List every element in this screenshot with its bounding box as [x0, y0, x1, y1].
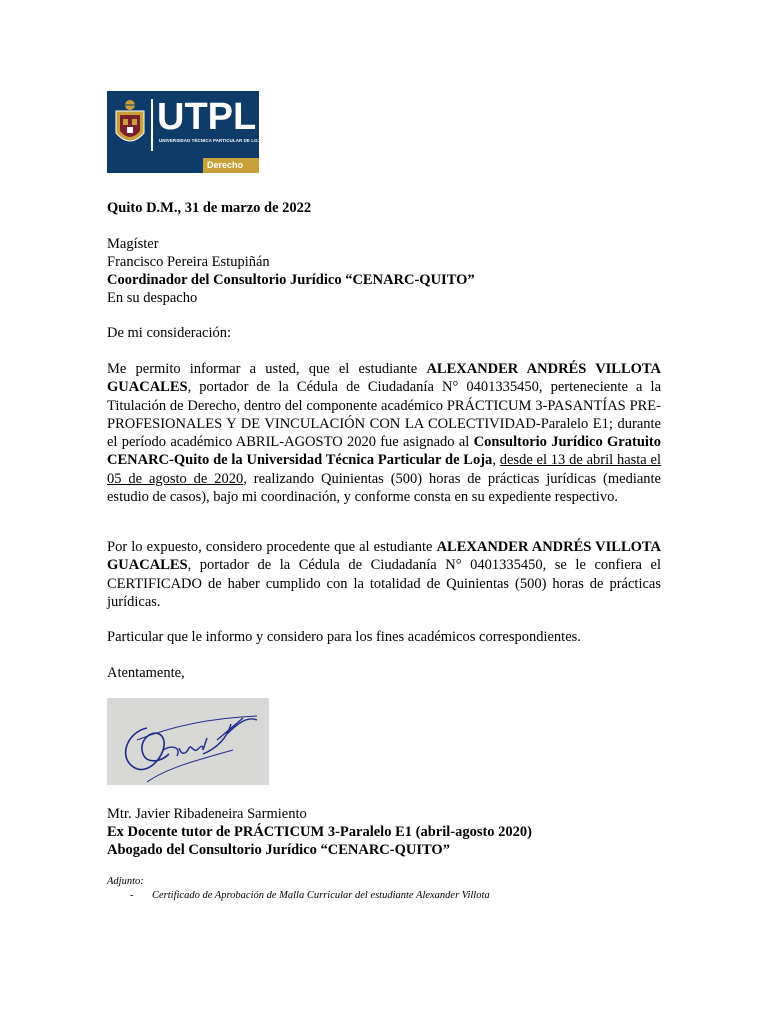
signer-role-2: Abogado del Consultorio Jurídico “CENARC-QUITO”: [107, 842, 450, 858]
recipient-title: Magíster: [107, 236, 159, 252]
body1-text-4: , realizando Quinientas (500) horas de prácticas jurídicas (mediante estudio de casos), bajo mi coordinación, y conforme consta en su expediente respectivo.: [107, 470, 661, 506]
body-paragraph-2: [107, 538, 661, 611]
recipient-position: Coordinador del Consultorio Jurídico “CENARC-QUITO”: [107, 272, 475, 288]
date-line: Quito D.M., 31 de marzo de 2022: [107, 200, 312, 216]
handwritten-signature: [107, 698, 269, 785]
attachment-item: Certificado de Aprobación de Malla Curricular del estudiante Alexander Villota: [152, 890, 490, 901]
body1-text-3: ,: [492, 452, 500, 469]
logo-university-name: UNIVERSIDAD TÉCNICA PARTICULAR DE LOJA: [159, 138, 264, 143]
body1-text-2: , portador de la Cédula de Ciudadanía N° 0401335450, perteneciente a la Titulación de Derecho, dentro del componente académico PRÁCTICUM 3-PASANTÍAS PRE-PROFESIONALES Y DE VINCULACIÓN CON LA COLECTIVIDAD-Paralelo E1; durante el período académico ABRIL-AGOSTO 2020 fue asignado al: [107, 379, 661, 451]
signer-role-1: Ex Docente tutor de PRÁCTICUM 3-Paralelo E1 (abril-agosto 2020): [107, 824, 533, 840]
student-name-2: ALEXANDER ANDRÉS VILLOTA GUACALES: [107, 539, 661, 574]
signature-icon: [107, 698, 269, 785]
utpl-logo: [107, 91, 264, 173]
body-paragraph-3: Particular que le informo y considero para los fines académicos correspondientes.: [107, 629, 581, 645]
logo-department: Derecho: [207, 160, 244, 170]
recipient-name: Francisco Pereira Estupiñán: [107, 254, 270, 270]
greeting: De mi consideración:: [107, 325, 232, 341]
signer-name: Mtr. Javier Ribadeneira Sarmiento: [107, 806, 307, 822]
logo-divider: [151, 99, 153, 151]
attachment-label: Adjunto:: [107, 876, 144, 887]
student-name: ALEXANDER ANDRÉS VILLOTA GUACALES: [107, 361, 661, 396]
recipient-location: En su despacho: [107, 290, 198, 306]
body1-text-1: Me permito informar a usted, que el estudiante: [107, 361, 427, 377]
attachment-bullet: -: [130, 890, 134, 901]
practice-dates: desde el 13 de abril hasta el 05 de agosto de 2020: [107, 452, 662, 487]
body2-text-2: , portador de la Cédula de Ciudadanía N° 0401335450, se le confiera el CERTIFICADO de haber cumplido con la totalidad de Quinientas (500) horas de prácticas jurídicas.: [107, 557, 661, 610]
logo-brand: UTPL: [157, 96, 257, 138]
body-paragraph-1: [107, 360, 661, 506]
body2-text-1: Por lo expuesto, considero procedente que al estudiante: [107, 539, 437, 555]
university-crest-icon: [113, 97, 147, 151]
closing: Atentamente,: [107, 665, 185, 681]
office-name: Consultorio Jurídico Gratuito CENARC-Quito de la Universidad Técnica Particular de Loja: [107, 434, 661, 469]
